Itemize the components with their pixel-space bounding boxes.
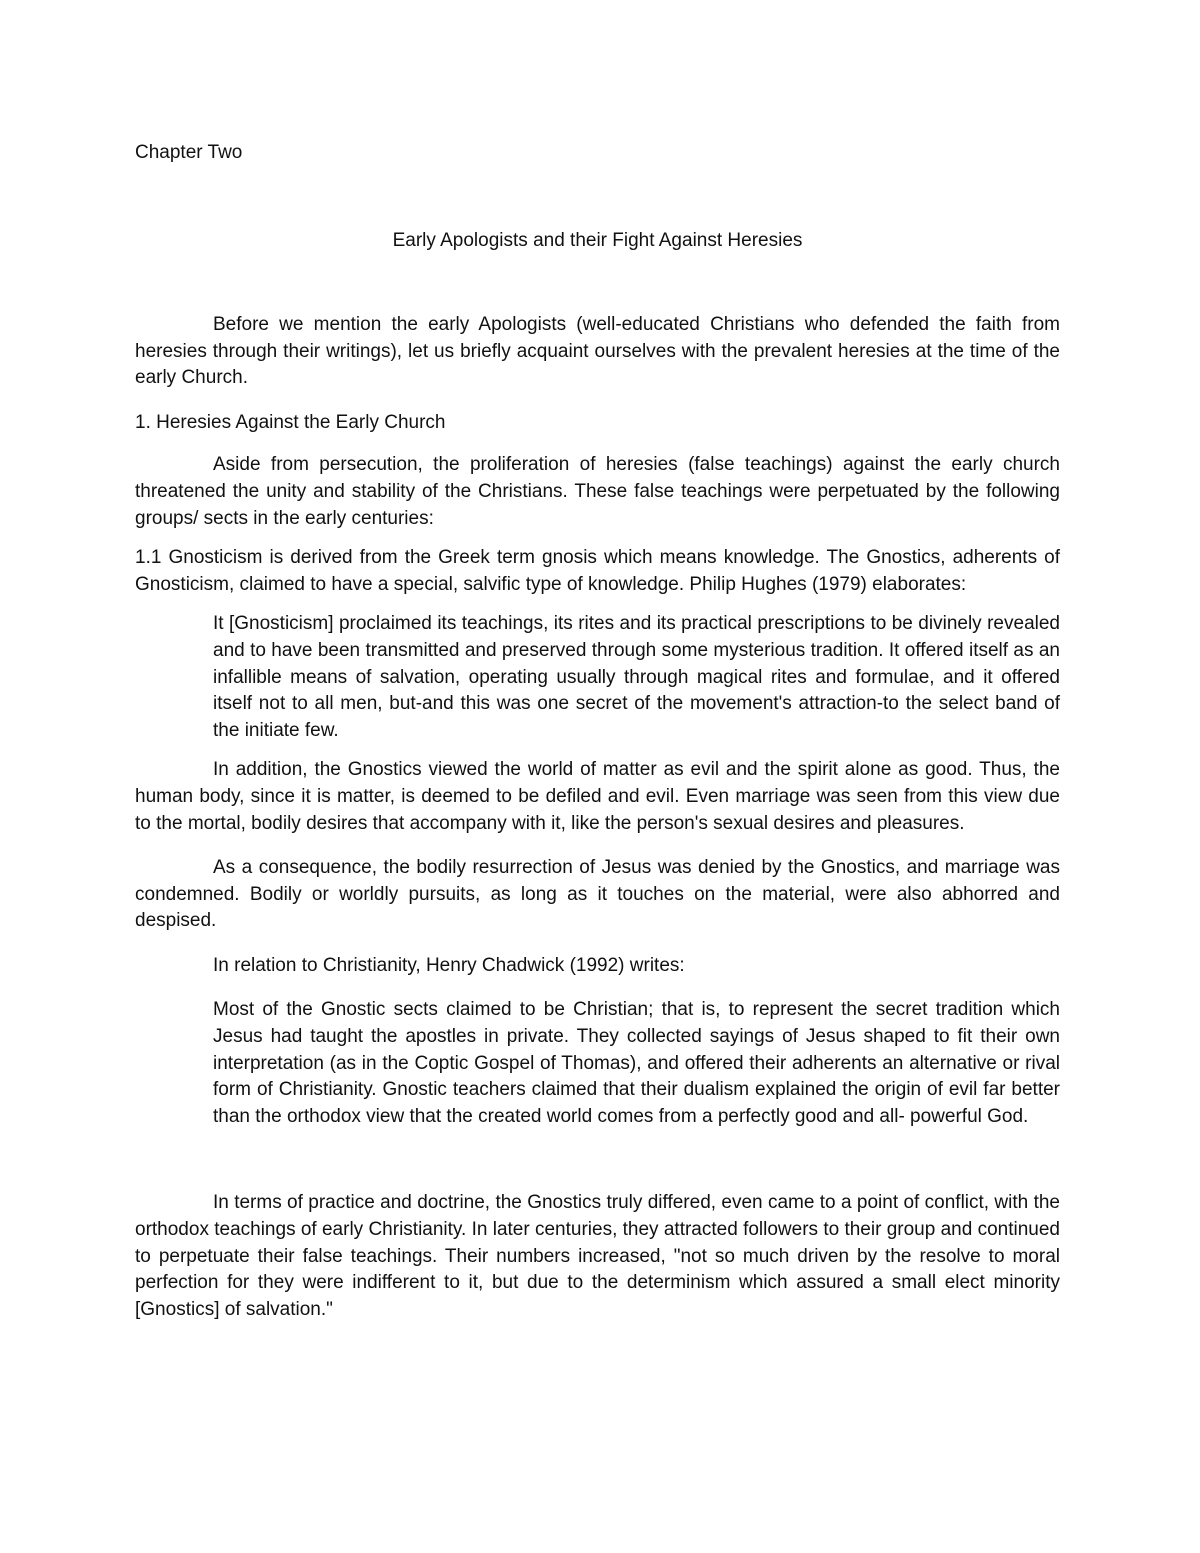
chapter-label: Chapter Two <box>135 142 243 163</box>
block-quote-hughes: It [Gnosticism] proclaimed its teachings, its rites and its practical prescriptions to be divinely revealed and to have been transmitted and preserved through some mysterious tradition. It offered itself as an infallible means of salvation, operating usually through magical rites and formulae, and it offered itself not to all men, but-and this was one secret of the movement's attraction-to the select band of the initiate few. <box>213 613 1060 741</box>
paragraph-intro: Before we mention the early Apologists (well-educated Christians who defended the faith from heresies through their writings), let us briefly acquaint ourselves with the prevalent heresies at the time of the early Church. <box>135 314 1060 389</box>
paragraph-gnosticism: 1.1 Gnosticism is derived from the Greek term gnosis which means knowledge. The Gnostics, adherents of Gnosticism, claimed to have a special, salvific type of knowledge. Philip Hughes (1979) elaborates: <box>135 547 1060 595</box>
paragraph-chadwick-intro: In relation to Christianity, Henry Chadwick (1992) writes: <box>213 954 685 976</box>
paragraph-persecution: Aside from persecution, the proliferation of heresies (false teachings) against the early church threatened the unity and stability of the Christians. These false teachings were perpetuated by the following groups/ sects in the early centuries: <box>135 454 1060 529</box>
paragraph-consequence: As a consequence, the bodily resurrection of Jesus was denied by the Gnostics, and marriage was condemned. Bodily or worldly pursuits, as long as it touches on the material, were also abhorred and despised. <box>135 857 1060 932</box>
block-quote-chadwick: Most of the Gnostic sects claimed to be Christian; that is, to represent the secret tradition which Jesus had taught the apostles in private. They collected sayings of Jesus shaped to fit their own interpretation (as in the Coptic Gospel of Thomas), and offered their adherents an alternative or rival form of Christianity. Gnostic teachers claimed that their dualism explained the origin of evil far better than the orthodox view that the created world comes from a perfectly good and all- powerful God. <box>213 999 1060 1127</box>
paragraph-practice-doctrine: In terms of practice and doctrine, the Gnostics truly differed, even came to a point of conflict, with the orthodox teachings of early Christianity. In later centuries, they attracted followers to their group and continued to perpetuate their false teachings. Their numbers increased, "not so much driven by the resolve to moral perfection for they were indifferent to it, but due to the determinism which assured a small elect minority [Gnostics] of salvation." <box>135 1192 1060 1320</box>
body-text <box>135 312 1060 1323</box>
section-heading: 1. Heresies Against the Early Church <box>135 411 446 433</box>
page-content <box>135 140 1060 1320</box>
chapter-title: Early Apologists and their Fight Against Heresies <box>392 230 803 251</box>
paragraph-matter-evil: In addition, the Gnostics viewed the world of matter as evil and the spirit alone as good. Thus, the human body, since it is matter, is deemed to be defiled and evil. Even marriage was seen from this view due to the mortal, bodily desires that accompany with it, like the person's sexual desires and pleasures. <box>135 759 1060 834</box>
